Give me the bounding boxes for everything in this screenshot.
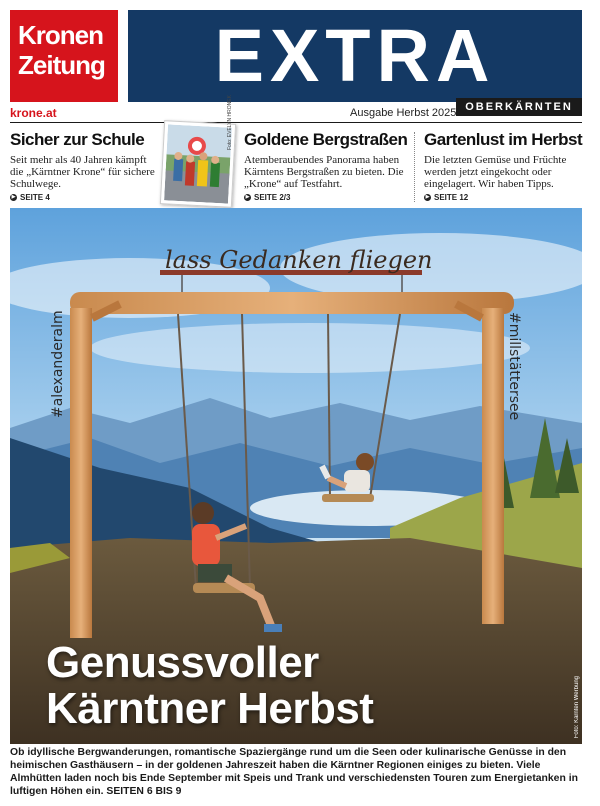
- region-label: OBERKÄRNTEN: [456, 98, 582, 116]
- teaser-page-ref: [424, 193, 584, 202]
- hero-photo-credit: Foto: Kärnten Werbung: [574, 675, 580, 738]
- kronen-zeitung-logo[interactable]: [10, 10, 118, 102]
- hashtag-right: #millstättersee: [506, 312, 522, 421]
- logo-line-2: Zeitung: [18, 50, 105, 80]
- header-rule: [10, 122, 582, 123]
- teaser-page: SEITE 12: [434, 193, 469, 202]
- teaser-bergstrassen[interactable]: [244, 130, 409, 202]
- teaser-photo: [160, 120, 236, 208]
- teaser-title: Gartenlust im Herbst: [424, 130, 583, 149]
- extra-banner: [128, 10, 582, 102]
- masthead: [10, 10, 582, 102]
- teaser-text: Atemberaubendes Panorama haben Kärntens Bergstraßen zu bieten. Die „Krone“ auf Testfahrt.: [244, 154, 404, 190]
- swing-sign-text: lass Gedanken fliegen: [165, 246, 433, 274]
- teaser-garten[interactable]: [424, 130, 584, 202]
- hero-headline: [46, 640, 373, 732]
- teaser-title: Sicher zur Schule: [10, 130, 145, 149]
- krone-url-link[interactable]: krone.at: [10, 106, 57, 120]
- arrow-icon: ▶: [425, 194, 430, 200]
- photo-credit-small: Foto: EVELYN HRONEK: [227, 95, 233, 150]
- logo-line-1: Kronen: [18, 20, 103, 50]
- edition-label: Ausgabe Herbst 2025: [350, 107, 457, 119]
- teaser-page-ref: [244, 193, 409, 202]
- hero-headline-line-1: Genussvoller: [46, 638, 319, 687]
- hero-caption: Ob idyllische Bergwanderungen, romantische Spaziergänge rund um die Seen oder kulinarische Genüsse in den heimischen Gasthäusern – in der goldenen Jahreszeit haben die Kärntner Regionen einiges zu bieten. Viele Almhütten laden noch bis Ende September mit Speis und Trank und verschiedensten Touren zum Energietanken in luftigen Höhen ein. SEITEN 6 BIS 9: [10, 747, 578, 797]
- hero-headline-line-2: Kärntner Herbst: [46, 684, 374, 733]
- teaser-page: SEITE 2/3: [254, 193, 291, 202]
- hero-image[interactable]: [10, 208, 582, 744]
- masthead-subline: [10, 101, 582, 122]
- teaser-schule[interactable]: [10, 130, 160, 202]
- extra-title: EXTRA: [214, 14, 496, 97]
- school-group-photo: [164, 124, 232, 203]
- arrow-icon: ▶: [245, 194, 250, 200]
- arrow-icon: ▶: [11, 194, 16, 200]
- teaser-page-ref: [10, 193, 160, 202]
- teaser-divider: [414, 132, 415, 202]
- teaser-title: Goldene Bergstraßen: [244, 130, 408, 149]
- teaser-text: Seit mehr als 40 Jahren kämpft die „Kärntner Krone“ für sichere Schulwege.: [10, 154, 155, 190]
- teaser-text: Die letzten Gemüse und Früchte werden jetzt eingekocht oder eingelagert. Wir haben Tipps.: [424, 154, 567, 190]
- teaser-page: SEITE 4: [20, 193, 50, 202]
- hashtag-left: #alexanderalm: [50, 310, 66, 418]
